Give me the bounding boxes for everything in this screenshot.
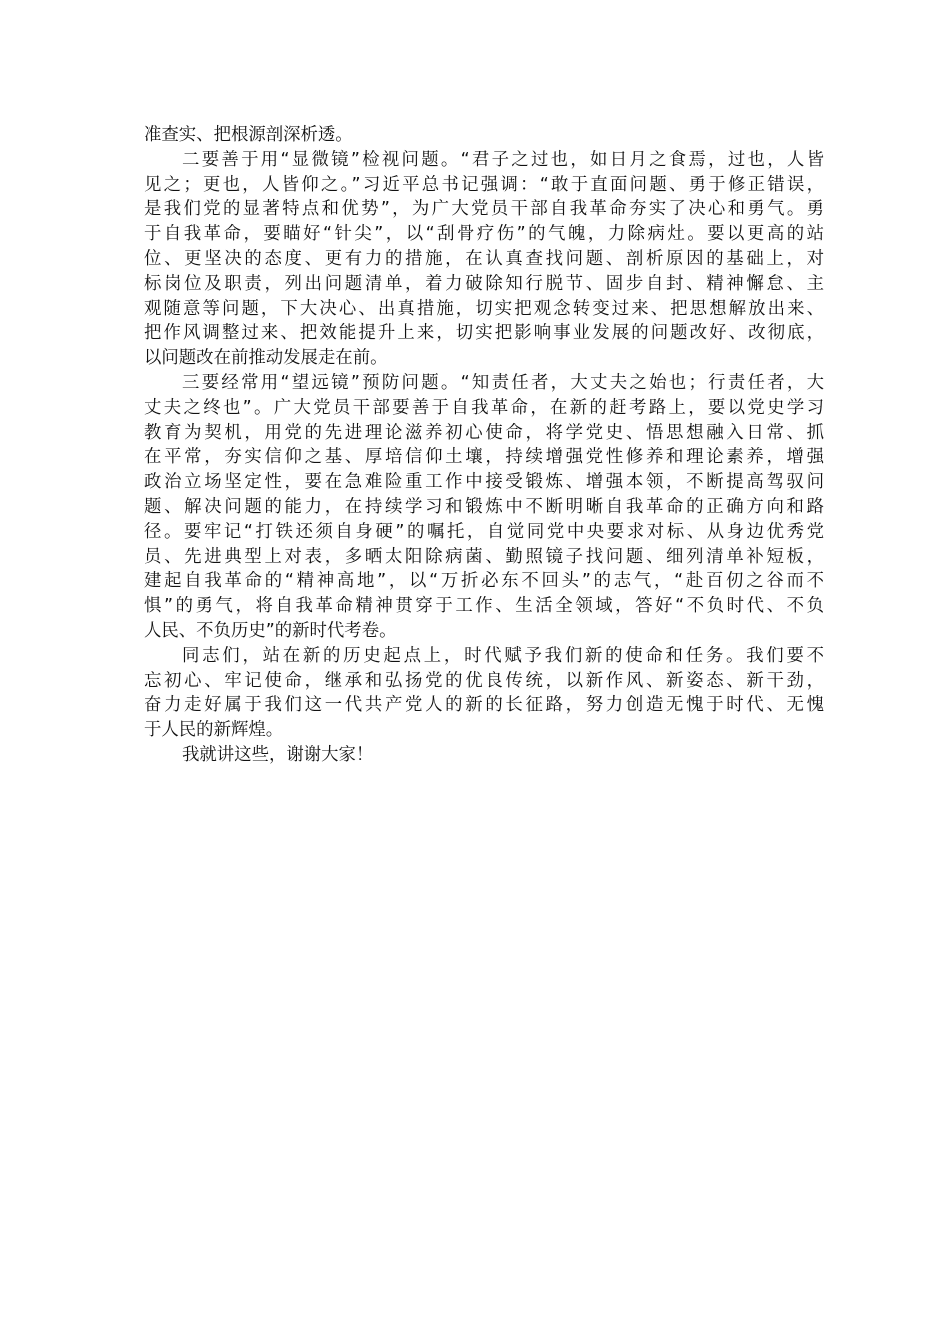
- paragraph-comrades: [144, 644, 824, 743]
- text-line: 我就讲这些，谢谢大家！: [182, 744, 374, 765]
- paragraph-microscope: [144, 148, 824, 371]
- text-line: 径。要牢记“打铁还须自身硬”的嘱托，自觉同党中央要求对标、从身边优秀党: [144, 521, 824, 542]
- text-line: 奋力走好属于我们这一代共产党人的新的长征路，努力创造无愧于时代、无愧: [144, 695, 824, 716]
- text-line: 惧”的勇气，将自我革命精神贯穿于工作、生活全领域，答好“不负时代、不负: [144, 596, 824, 617]
- text-line: 同志们，站在新的历史起点上，时代赋予我们新的使命和任务。我们要不: [182, 645, 824, 666]
- text-line: 把作风调整过来、把效能提升上来，切实把影响事业发展的问题改好、改彻底，: [144, 323, 824, 344]
- text-line: 于人民的新辉煌。: [144, 720, 284, 741]
- text-line: 人民、不负历史”的新时代考卷。: [144, 620, 397, 641]
- paragraph-telescope: [144, 371, 824, 644]
- text-line: 见之；更也，人皆仰之。”习近平总书记强调：“敢于直面问题、勇于修正错误，: [144, 174, 824, 195]
- paragraph-continuation: [144, 123, 824, 148]
- text-line: 建起自我革命的“精神高地”，以“万折必东不回头”的志气，“赴百仞之谷而不: [144, 571, 824, 592]
- text-line: 丈夫之终也”。广大党员干部要善于自我革命，在新的赶考路上，要以党史学习: [144, 397, 824, 418]
- text-line: 标岗位及职责，列出问题清单，着力破除知行脱节、固步自封、精神懈怠、主: [144, 273, 824, 294]
- document-body: [144, 123, 824, 768]
- text-line: 三要经常用“望远镜”预防问题。“知责任者，大丈夫之始也；行责任者，大: [182, 372, 824, 393]
- text-line: 题、解决问题的能力，在持续学习和锻炼中不断明晰自我革命的正确方向和路: [144, 496, 824, 517]
- text-line: 员、先进典型上对表，多晒太阳除病菌、勤照镜子找问题、细列清单补短板，: [144, 546, 824, 567]
- text-line: 于自我革命，要瞄好“针尖”，以“刮骨疗伤”的气魄，力除病灶。要以更高的站: [144, 224, 824, 245]
- text-line: 位、更坚决的态度、更有力的措施，在认真查找问题、剖析原因的基础上，对: [144, 248, 824, 269]
- text-line: 是我们党的显著特点和优势”，为广大党员干部自我革命夯实了决心和勇气。勇: [144, 199, 824, 220]
- text-line: 观随意等问题，下大决心、出真措施，切实把观念转变过来、把思想解放出来、: [144, 298, 824, 319]
- text-line: 以问题改在前推动发展走在前。: [144, 348, 388, 369]
- text-line: 教育为契机，用党的先进理论滋养初心使命，将学党史、悟思想融入日常、抓: [144, 422, 824, 443]
- paragraph-closing: [144, 743, 824, 768]
- text-line: 政治立场坚定性，要在急难险重工作中接受锻炼、增强本领，不断提高驾驭问: [144, 472, 824, 493]
- text-line: 准查实、把根源剖深析透。: [144, 125, 353, 145]
- text-line: 忘初心、牢记使命，继承和弘扬党的优良传统，以新作风、新姿态、新干劲，: [144, 670, 824, 691]
- text-line: 在平常，夯实信仰之基、厚培信仰土壤，持续增强党性修养和理论素养，增强: [144, 447, 824, 468]
- text-line: 二要善于用“显微镜”检视问题。“君子之过也，如日月之食焉，过也，人皆: [182, 149, 824, 170]
